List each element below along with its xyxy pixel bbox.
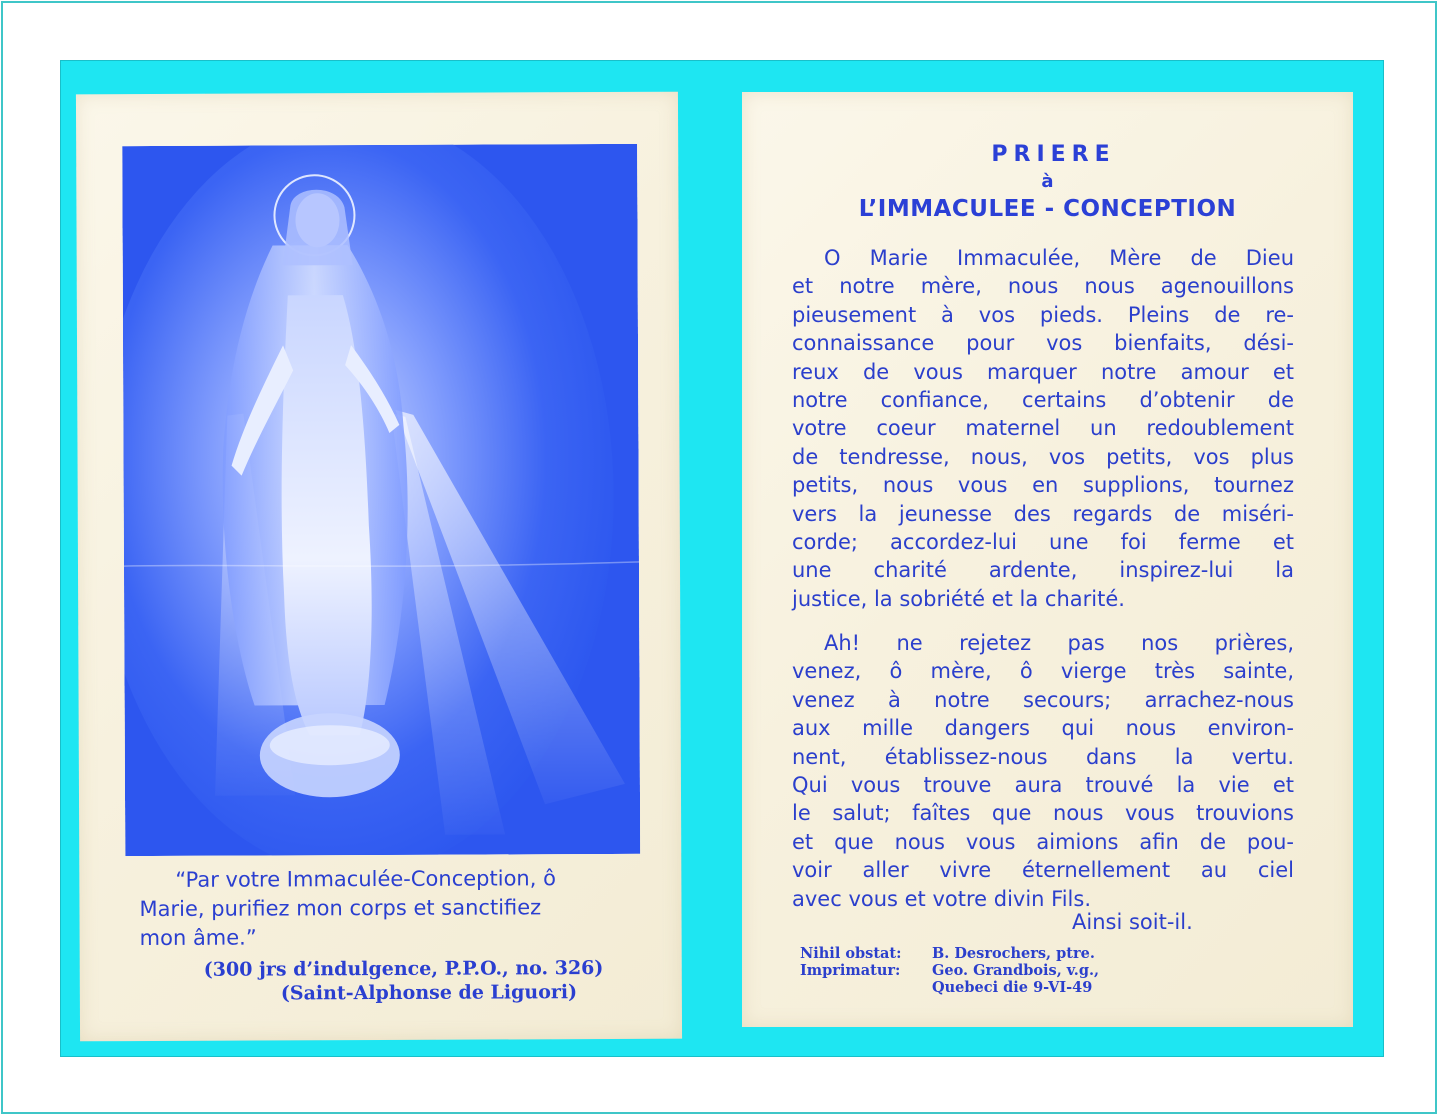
prayer-line: notre confiance, certains d’obtenir de <box>792 388 1294 413</box>
caption-line-1: “Par votre Immaculée-Conception, ô <box>175 866 556 892</box>
prayer-line: le salut; faîtes que nous vous trouvions <box>792 801 1294 826</box>
prayer-line: justice, la sobriété et la charité. <box>792 586 1125 611</box>
prayer-line: O Marie Immaculée, Mère de Dieu <box>824 246 1294 270</box>
prayer-line: et notre mère, nous nous agenouillons <box>792 274 1294 299</box>
nihil-obstat-value: B. Desrochers, ptre. <box>932 945 1095 962</box>
prayer-line: voir aller vivre éternellement au ciel <box>792 858 1294 883</box>
prayer-line: votre coeur maternel un redoublement <box>792 416 1294 441</box>
prayer-line: nent, établissez-nous dans la vertu. <box>792 744 1294 769</box>
indulgence-note <box>160 956 660 1006</box>
immaculate-conception-image <box>122 144 640 856</box>
prayer-paragraph-1 <box>792 244 1294 613</box>
holy-card-back <box>742 92 1353 1027</box>
indulgence-text: (300 jrs d’indulgence, P.P.O., no. 326) <box>203 957 604 981</box>
imprimatur-block <box>800 945 1220 996</box>
prayer-line: venez à notre secours; arrachez-nous <box>792 687 1294 712</box>
prayer-line: Qui vous trouve aura trouvé la vie et <box>792 773 1294 798</box>
prayer-line: aux mille dangers qui nous environ- <box>792 716 1294 741</box>
attribution-text: (Saint-Alphonse de Liguori) <box>280 981 578 1005</box>
prayer-line: venez, ô mère, ô vierge très sainte, <box>792 659 1294 684</box>
prayer-line: connaissance pour vos bienfaits, dési- <box>792 331 1294 356</box>
prayer-line: vers la jeunesse des regards de miséri- <box>792 501 1294 526</box>
title-priere: PRIERE <box>991 142 1116 167</box>
imprimatur-place-date: Quebeci die 9-VI-49 <box>932 979 1093 996</box>
title-immaculee-conception: L’IMMACULEE - CONCEPTION <box>858 196 1237 222</box>
prayer-line: pieusement à vos pieds. Pleins de re- <box>792 302 1294 327</box>
front-caption <box>139 864 649 953</box>
imprimatur-label: Imprimatur: <box>800 962 901 979</box>
holy-card-front <box>76 92 682 1042</box>
title-a: à <box>1041 171 1054 192</box>
prayer-line: et que nous vous aimions afin de pou- <box>792 829 1294 854</box>
imprimatur-value: Geo. Grandbois, v.g., <box>932 962 1100 979</box>
prayer-paragraph-2 <box>792 629 1294 913</box>
caption-line-2: Marie, purifiez mon corps et sanctifiez <box>139 895 542 922</box>
prayer-line: petits, nous vous en supplions, tournez <box>792 473 1294 498</box>
prayer-line: reux de vous marquer notre amour et <box>792 359 1294 384</box>
prayer-line: de tendresse, nous, vos petits, vos plus <box>792 444 1294 469</box>
closing-ainsi-soit-il: Ainsi soit-il. <box>1072 910 1193 934</box>
prayer-line: une charité ardente, inspirez-lui la <box>792 558 1294 583</box>
prayer-line: avec vous et votre divin Fils. <box>792 886 1091 911</box>
caption-line-3: mon âme.” <box>139 925 257 951</box>
prayer-line: corde; accordez-lui une foi ferme et <box>792 530 1294 555</box>
nihil-obstat-label: Nihil obstat: <box>800 945 902 962</box>
prayer-line: Ah! ne rejetez pas nos prières, <box>824 631 1294 655</box>
